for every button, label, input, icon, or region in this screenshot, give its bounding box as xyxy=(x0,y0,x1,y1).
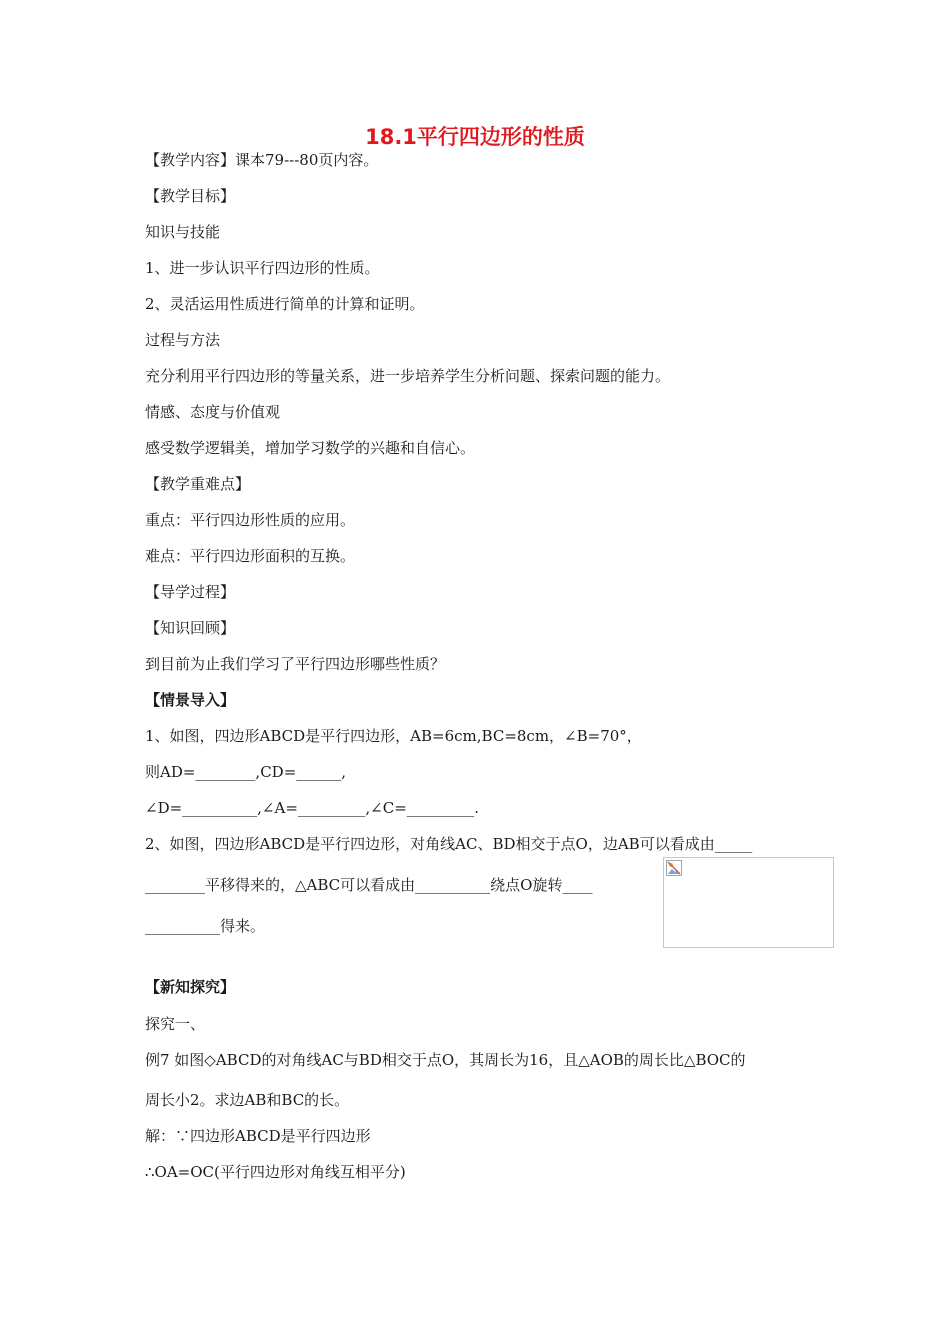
process-method-heading: 过程与方法 xyxy=(145,331,221,349)
attitude-values-heading: 情感、态度与价值观 xyxy=(145,403,281,421)
solution-line-1: 解：∵四边形ABCD是平行四边形 xyxy=(145,1127,371,1145)
question-1-line-3: ∠D=__________,∠A=_________,∠C=_________. xyxy=(145,799,480,817)
explore-one-heading: 探究一、 xyxy=(145,1015,206,1033)
key-points-heading: 【教学重难点】 xyxy=(145,475,251,493)
knowledge-skills-heading: 知识与技能 xyxy=(145,223,221,241)
example-7-line-2: 周长小2。求边AB和BC的长。 xyxy=(145,1091,350,1109)
difficult-point-text: 难点：平行四边形面积的互换。 xyxy=(145,547,356,565)
page-title: 18.1平行四边形的性质 xyxy=(365,125,585,149)
key-point-text: 重点：平行四边形性质的应用。 xyxy=(145,511,356,529)
attitude-values-text: 感受数学逻辑美，增加学习数学的兴趣和自信心。 xyxy=(145,439,476,457)
scenario-intro-heading: 【情景导入】 xyxy=(145,691,236,709)
question-1-line-2: 则AD=________,CD=______, xyxy=(145,763,347,781)
review-heading: 【知识回顾】 xyxy=(145,619,236,637)
goal-item-2: 2、灵活运用性质进行简单的计算和证明。 xyxy=(145,295,425,313)
new-knowledge-heading: 【新知探究】 xyxy=(145,978,236,996)
question-2-line-1: 2、如图，四边形ABCD是平行四边形，对角线AC、BD相交于点O，边AB可以看成由_____ xyxy=(145,835,753,853)
review-question: 到目前为止我们学习了平行四边形哪些性质？ xyxy=(145,655,446,673)
solution-line-2: ∴OA=OC(平行四边形对角线互相平分) xyxy=(145,1163,406,1181)
question-2-line-2: ________平移得来的，△ABC可以看成由__________绕点O旋转____ xyxy=(145,876,593,894)
question-1-line-1: 1、如图，四边形ABCD是平行四边形，AB=6cm,BC=8cm，∠B=70°， xyxy=(145,727,642,745)
process-method-text: 充分利用平行四边形的等量关系，进一步培养学生分析问题、探索问题的能力。 xyxy=(145,367,671,385)
guided-process-heading: 【导学过程】 xyxy=(145,583,236,601)
teaching-content: 【教学内容】课本79---80页内容。 xyxy=(145,151,379,169)
goal-item-1: 1、进一步认识平行四边形的性质。 xyxy=(145,259,380,277)
teaching-goals-heading: 【教学目标】 xyxy=(145,187,236,205)
example-7-line-1: 例7 如图◇ABCD的对角线AC与BD相交于点O，其周长为16，且△AOB的周长比△BOC的 xyxy=(145,1051,746,1069)
broken-image-icon xyxy=(666,860,682,876)
figure-placeholder xyxy=(663,857,834,948)
question-2-line-3: __________得来。 xyxy=(145,917,266,935)
